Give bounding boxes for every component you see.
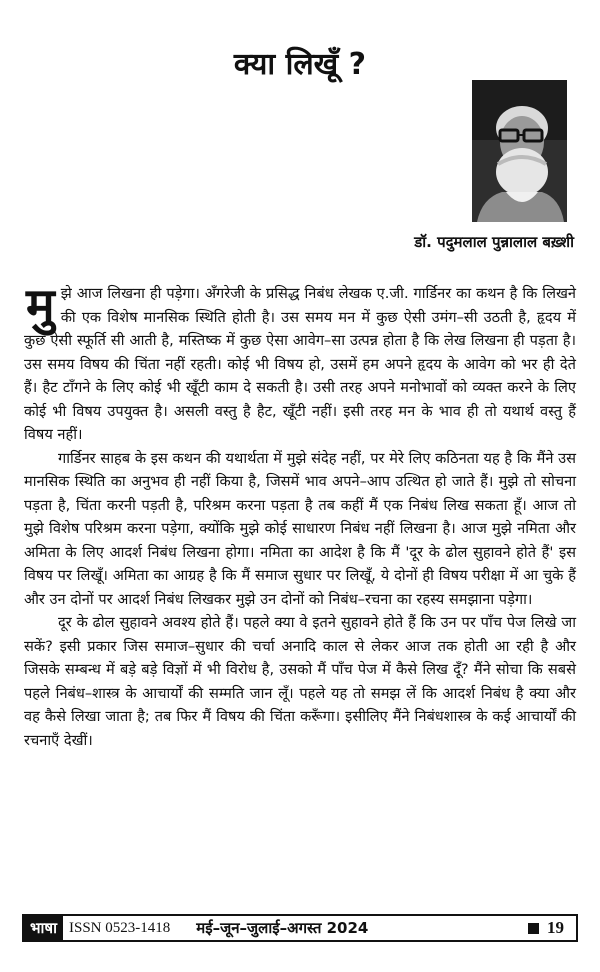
magazine-logo: भाषा bbox=[24, 916, 63, 940]
page-footer bbox=[22, 914, 578, 942]
issue-date: मई–जून–जुलाई–अगस्त 2024 bbox=[196, 919, 369, 937]
paragraph-1-text: झे आज लिखना ही पड़ेगा। अँगरेजी के प्रसिद्ध निबंध लेखक ए.जी. गार्डिनर का कथन है कि लिखने की एक विशेष मानसिक स्थिति होती है। उस समय मन में कुछ ऐसी उमंग–सी उठती है, हृदय में कुछ ऐसी स्फूर्ति सी आती है, मस्तिष्क में कुछ ऐसा आवेग–सा उत्पन्न होता है कि लेख लिखना ही पड़ता है। उस समय विषय की चिंता नहीं रहती। कोई भी विषय हो, उसमें हम अपने हृदय के आवेग को भर ही देते हैं। हैट टाँगने के लिए कोई भी खूँटी काम दे सकती है। उसी तरह अपने मनोभावों को व्यक्त करने के लिए कोई भी विषय उपयुक्त है। असली वस्तु है हैट, खूँटी नहीं। इसी तरह मन के भाव ही तो यथार्थ वस्तु हैं विषय नहीं। bbox=[24, 285, 576, 443]
author-portrait-image bbox=[472, 80, 567, 222]
author-portrait bbox=[472, 80, 567, 222]
issn-label: ISSN 0523-1418 bbox=[69, 919, 171, 936]
article-title: क्या लिखूँ ? bbox=[233, 47, 367, 82]
paragraph-2: गार्डिनर साहब के इस कथन की यथार्थता में मुझे संदेह नहीं, पर मेरे लिए कठिनता यह है कि मैंने उस मानसिक स्थिति का अनुभव ही नहीं किया है, जिसमें भाव अपने–आप उत्थित हो जाते हैं। मुझे तो सोचना पड़ता है, चिंता करनी पड़ती है, परिश्रम करना पड़ता है तब कहीं मैं एक निबंध लिख सकता हूँ। आज तो मुझे विशेष परिश्रम करना पड़ेगा, क्योंकि मुझे कोई साधारण निबंध नहीं लिखना है। आज मुझे नमिता और अमिता के लिए आदर्श निबंध लिखना होगा। नमिता का आदेश है कि मैं 'दूर के ढोल सुहावने होते हैं' इस विषय पर लिखूँ। अमिता का आग्रह है कि मैं समाज सुधार पर लिखूँ, ये दोनों ही विषय परीक्षा में आ चुके हैं और उन दोनों पर आदर्श निबंध लिखकर मुझे उन दोनों को निबंध–रचना का रहस्य समझाना पड़ेगा। bbox=[24, 449, 576, 608]
paragraph-3: दूर के ढोल सुहावने अवश्य होते हैं। पहले क्या वे इतने सुहावने होते हैं कि उन पर पाँच पेज लिखे जा सकें? इसी प्रकार जिस समाज–सुधार की चर्चा अनादि काल से लेकर आज तक होती आ रही है और जिसके सम्बन्ध में बड़े बड़े विज्ञों में भी विरोध है, उसको मैं पाँच पेज में कैसे लिख दूँ? मैंने सोचा कि सबसे पहले निबंध–शास्त्र के आचार्यों की सम्मति जान लूँ। पहले यह तो समझ लें कि आदर्श निबंध है क्या और वह कैसे लिखा जाता है; तब फिर मैं विषय की चिंता करूँगा। इसीलिए मैंने निबंधशास्त्र के कई आचार्यों की रचनाएँ देखीं। bbox=[24, 614, 576, 749]
article-body bbox=[24, 278, 576, 752]
paragraph-1 bbox=[24, 278, 576, 447]
drop-cap: मु bbox=[26, 278, 55, 334]
author-name: डॉ. पदुमलाल पुन्नालाल बख़्शी bbox=[414, 233, 574, 251]
page-number: 19 bbox=[547, 918, 564, 937]
square-bullet-icon bbox=[528, 923, 539, 934]
